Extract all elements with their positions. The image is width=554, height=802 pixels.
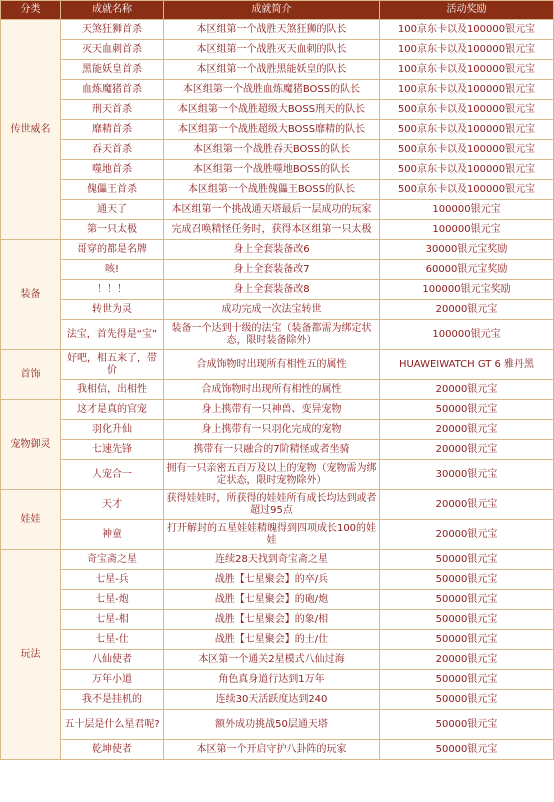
achievement-reward: 100000银元宝: [380, 220, 554, 240]
table-row: [1, 460, 554, 490]
header-name: 成就名称: [61, 1, 164, 20]
achievement-desc: 成功完成一次法宝转世: [164, 300, 380, 320]
achievement-reward: 50000银元宝: [380, 710, 554, 740]
category-cell: 娃娃: [1, 490, 61, 550]
achievement-desc: 连续28天找到奇宝斋之星: [164, 550, 380, 570]
achievement-name: 神童: [61, 520, 164, 550]
achievement-reward: 50000银元宝: [380, 740, 554, 760]
achievement-name: 法宝，首先得是“宝”: [61, 320, 164, 350]
achievement-desc: 战胜【七星聚会】的砲/炮: [164, 590, 380, 610]
achievement-reward: 20000银元宝: [380, 650, 554, 670]
achievement-desc: 本区组第一个战胜超级大BOSS靡精的队长: [164, 120, 380, 140]
table-row: [1, 690, 554, 710]
table-row: [1, 380, 554, 400]
achievement-reward: 30000银元宝: [380, 460, 554, 490]
achievement-reward: 100京东卡以及100000银元宝: [380, 40, 554, 60]
table-row: [1, 740, 554, 760]
achievement-desc: 装备一个达到十级的法宝（装备都需为绑定状态，限时装备除外）: [164, 320, 380, 350]
achievement-desc: 本区组第一个战胜傀儡王BOSS的队长: [164, 180, 380, 200]
achievement-name: 天煞狂狮首杀: [61, 20, 164, 40]
category-cell: 宠物御灵: [1, 400, 61, 490]
table-row: [1, 40, 554, 60]
achievement-desc: 本区组第一个战胜天煞狂狮的队长: [164, 20, 380, 40]
achievement-name: 人宠合一: [61, 460, 164, 490]
achievement-reward: 100000银元宝: [380, 320, 554, 350]
table-row: [1, 20, 554, 40]
achievement-desc: 拥有一只亲密五百万及以上的宠物（宠物需为绑定状态，限时宠物除外）: [164, 460, 380, 490]
achievement-desc: 本区组第一个战胜灭天血刺的队长: [164, 40, 380, 60]
achievement-name: 七星-仕: [61, 630, 164, 650]
table-body: [1, 20, 554, 760]
achievement-reward: 50000银元宝: [380, 550, 554, 570]
achievement-reward: 60000银元宝奖励: [380, 260, 554, 280]
achievement-reward: 100京东卡以及100000银元宝: [380, 20, 554, 40]
header-desc: 成就简介: [164, 1, 380, 20]
header-row: [1, 1, 554, 20]
category-cell: 传世威名: [1, 20, 61, 240]
achievement-name: 靡精首杀: [61, 120, 164, 140]
table-row: [1, 220, 554, 240]
achievement-name: 咳!: [61, 260, 164, 280]
table-row: [1, 610, 554, 630]
table-row: [1, 260, 554, 280]
achievement-name: 黑能妖皇首杀: [61, 60, 164, 80]
achievement-name: 哥穿的都是名牌: [61, 240, 164, 260]
table-row: [1, 120, 554, 140]
table-row: [1, 160, 554, 180]
achievement-reward: 20000银元宝: [380, 440, 554, 460]
achievement-name: 灭天血刺首杀: [61, 40, 164, 60]
achievement-name: 刑天首杀: [61, 100, 164, 120]
table-row: [1, 140, 554, 160]
achievement-reward: 50000银元宝: [380, 630, 554, 650]
table-row: [1, 280, 554, 300]
achievement-name: 通天了: [61, 200, 164, 220]
achievement-reward: 100京东卡以及100000银元宝: [380, 80, 554, 100]
achievement-desc: 身上携带有一只羽化完成的宠物: [164, 420, 380, 440]
achievement-reward: 30000银元宝奖励: [380, 240, 554, 260]
header-category: 分类: [1, 1, 61, 20]
achievement-name: 吞天首杀: [61, 140, 164, 160]
achievement-name: 转世为灵: [61, 300, 164, 320]
achievement-reward: 500京东卡以及100000银元宝: [380, 180, 554, 200]
achievement-desc: 合成饰物时出现所有相性五的属性: [164, 350, 380, 380]
achievement-name: 第一只太极: [61, 220, 164, 240]
table-row: [1, 520, 554, 550]
table-row: [1, 710, 554, 740]
achievement-desc: 角色真身道行达到1万年: [164, 670, 380, 690]
achievement-desc: 战胜【七星聚会】的象/相: [164, 610, 380, 630]
achievement-desc: 本区组第一个战胜噬地BOSS的队长: [164, 160, 380, 180]
achievement-reward: 500京东卡以及100000银元宝: [380, 140, 554, 160]
table-row: [1, 350, 554, 380]
achievement-reward: 500京东卡以及100000银元宝: [380, 120, 554, 140]
achievement-desc: 战胜【七星聚会】的卒/兵: [164, 570, 380, 590]
achievement-reward: 500京东卡以及100000银元宝: [380, 160, 554, 180]
achievement-reward: 20000银元宝: [380, 520, 554, 550]
achievement-desc: 本区组第一个战胜吞天BOSS的队长: [164, 140, 380, 160]
table-row: [1, 400, 554, 420]
table-row: [1, 300, 554, 320]
achievement-desc: 合成饰物时出现所有相性的属性: [164, 380, 380, 400]
achievement-name: 七星-相: [61, 610, 164, 630]
table-row: [1, 650, 554, 670]
achievement-reward: 50000银元宝: [380, 670, 554, 690]
achievement-name: 羽化升仙: [61, 420, 164, 440]
table-row: [1, 320, 554, 350]
table-row: [1, 420, 554, 440]
achievement-reward: 20000银元宝: [380, 490, 554, 520]
achievement-name: 八仙使者: [61, 650, 164, 670]
achievement-desc: 本区组第一个战胜血炼魔猪BOSS的队长: [164, 80, 380, 100]
table-row: [1, 60, 554, 80]
table-row: [1, 180, 554, 200]
table-row: [1, 590, 554, 610]
header-reward: 活动奖励: [380, 1, 554, 20]
achievement-name: 噬地首杀: [61, 160, 164, 180]
achievement-name: 这才是真的官宠: [61, 400, 164, 420]
achievement-desc: 身上全套装备改6: [164, 240, 380, 260]
achievement-name: 万年小道: [61, 670, 164, 690]
achievement-desc: 本区第一个开启守护八卦阵的玩家: [164, 740, 380, 760]
table-row: [1, 440, 554, 460]
achievement-desc: 身上携带有一只神兽、变异宠物: [164, 400, 380, 420]
achievement-desc: 本区组第一个战胜超级大BOSS刑天的队长: [164, 100, 380, 120]
achievement-reward: 100京东卡以及100000银元宝: [380, 60, 554, 80]
achievement-reward: 100000银元宝: [380, 200, 554, 220]
achievement-desc: 携带有一只融合的7阶精怪或者坐骑: [164, 440, 380, 460]
category-cell: 首饰: [1, 350, 61, 400]
achievement-reward: 20000银元宝: [380, 420, 554, 440]
achievement-reward: 20000银元宝: [380, 300, 554, 320]
achievement-desc: 身上全套装备改8: [164, 280, 380, 300]
achievement-name: ！！！: [61, 280, 164, 300]
achievement-desc: 获得娃娃时，所获得的娃娃所有成长均达到或者超过95点: [164, 490, 380, 520]
achievement-name: 七星-炮: [61, 590, 164, 610]
achievement-name: 七星-兵: [61, 570, 164, 590]
table-row: [1, 490, 554, 520]
achievement-desc: 打开解封的五星娃娃精魄得到四项成长100的娃娃: [164, 520, 380, 550]
achievement-name: 五十层是什么星君呢?: [61, 710, 164, 740]
achievement-reward: 500京东卡以及100000银元宝: [380, 100, 554, 120]
achievement-reward: 50000银元宝: [380, 590, 554, 610]
table-row: [1, 240, 554, 260]
table-row: [1, 80, 554, 100]
achievement-desc: 身上全套装备改7: [164, 260, 380, 280]
achievement-desc: 额外成功挑战50层通天塔: [164, 710, 380, 740]
table-row: [1, 100, 554, 120]
achievement-name: 我不是挂机的: [61, 690, 164, 710]
table-row: [1, 550, 554, 570]
achievement-reward: 50000银元宝: [380, 400, 554, 420]
achievement-reward: 50000银元宝: [380, 690, 554, 710]
achievement-name: 傀儡王首杀: [61, 180, 164, 200]
achievement-name: 乾坤使者: [61, 740, 164, 760]
table-row: [1, 570, 554, 590]
achievement-reward: 50000银元宝: [380, 610, 554, 630]
category-cell: 玩法: [1, 550, 61, 760]
achievement-name: 天才: [61, 490, 164, 520]
achievement-name: 血炼魔猪首杀: [61, 80, 164, 100]
table-row: [1, 670, 554, 690]
achievement-desc: 完成召唤精怪任务时，获得本区组第一只太极: [164, 220, 380, 240]
achievement-reward: HUAWEIWATCH GT 6 雅丹黑: [380, 350, 554, 380]
achievement-name: 我相信，出相性: [61, 380, 164, 400]
achievement-reward: 50000银元宝: [380, 570, 554, 590]
table-row: [1, 630, 554, 650]
achievement-desc: 本区第一个通关2星模式八仙过海: [164, 650, 380, 670]
table-row: [1, 200, 554, 220]
achievement-desc: 本区组第一个挑战通天塔最后一层成功的玩家: [164, 200, 380, 220]
achievement-desc: 本区组第一个战胜黑能妖皇的队长: [164, 60, 380, 80]
achievement-name: 好吧，相五来了，带价: [61, 350, 164, 380]
achievement-desc: 战胜【七星聚会】的士/仕: [164, 630, 380, 650]
achievement-name: 奇宝斋之星: [61, 550, 164, 570]
achievement-desc: 连续30天活跃度达到240: [164, 690, 380, 710]
achievement-reward: 100000银元宝奖励: [380, 280, 554, 300]
achievement-reward: 20000银元宝: [380, 380, 554, 400]
category-cell: 装备: [1, 240, 61, 350]
achievement-name: 七速先锋: [61, 440, 164, 460]
